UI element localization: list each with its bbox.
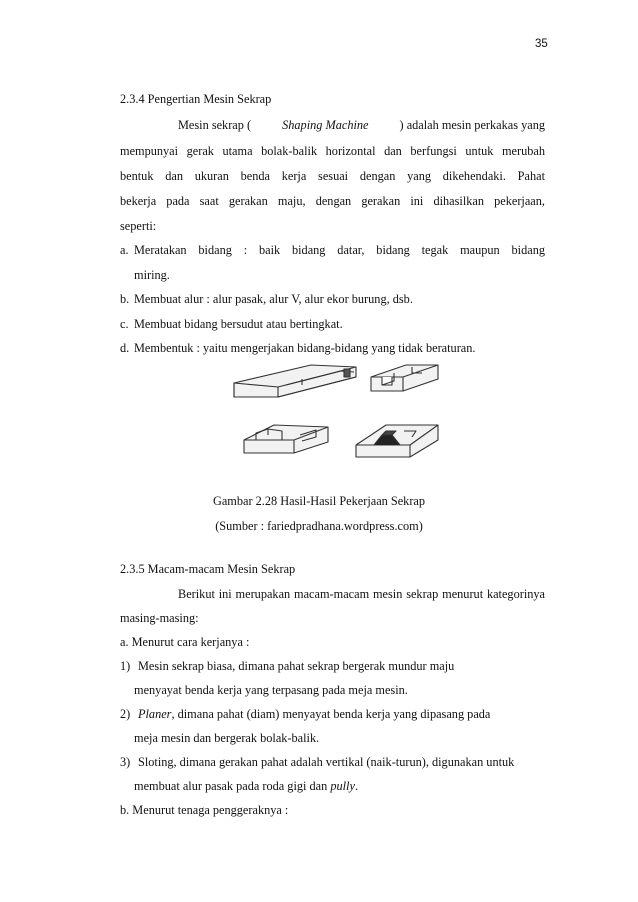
num-item-1-label: 1) (120, 659, 131, 673)
page-number: 35 (535, 38, 548, 50)
section2-para-line-2: masing-masing: (120, 611, 199, 625)
figure-shaping-results (216, 345, 446, 470)
paragraph-line-5: seperti: (120, 219, 157, 233)
num-item-3-cont-italic: pully (330, 779, 355, 793)
section-heading-2-3-5: 2.3.5 Macam-macam Mesin Sekrap (120, 562, 296, 576)
num-item-2-italic: Planer (138, 707, 172, 721)
list-item-c-text: Membuat bidang bersudut atau bertingkat. (134, 317, 343, 331)
paragraph-line-2: mempunyai gerak utama bolak-balik horizontal dan berfungsi untuk merubah (120, 144, 545, 158)
num-item-2-line (138, 707, 490, 722)
list-item-a-text: Meratakan bidang : baik bidang datar, bidang tegak maupun bidang (134, 243, 545, 257)
num-item-3-cont-a: membuat alur pasak pada roda gigi dan (134, 779, 331, 793)
figure-caption: Gambar 2.28 Hasil-Hasil Pekerjaan Sekrap (212, 494, 426, 508)
num-item-2-text: , dimana pahat (diam) menyayat benda kerja yang dipasang pada (171, 707, 491, 721)
figure-source: (Sumber : fariedpradhana.wordpress.com) (215, 519, 423, 533)
num-item-1-cont: menyayat benda kerja yang terpasang pada meja mesin. (134, 683, 408, 697)
num-item-3-label: 3) (120, 755, 131, 769)
num-item-2-cont: meja mesin dan bergerak bolak-balik. (134, 731, 320, 745)
list-item-c-label: c. (120, 317, 129, 331)
section-heading-2-3-4: 2.3.4 Pengertian Mesin Sekrap (120, 92, 272, 106)
workpiece-stepped-plate (234, 365, 356, 397)
num-item-3-text: Sloting, dimana gerakan pahat adalah vertikal (naik-turun), digunakan untuk (138, 755, 515, 769)
para-line1-italic: Shaping Machine (282, 118, 369, 132)
para-line1-part-b: ) adalah mesin perkakas yang (399, 118, 545, 132)
list-item-b-label: b. (120, 292, 130, 306)
section2-para-line-1: Berikut ini merupakan macam-macam mesin sekrap menurut kategorinya (178, 587, 545, 601)
workpiece-stepped-block (244, 425, 328, 453)
workpiece-slotted-block (371, 365, 438, 391)
num-item-2-label: 2) (120, 707, 131, 721)
list-item-a-cont: miring. (134, 268, 170, 282)
list-item-a-label: a. (120, 243, 129, 257)
paragraph-line-1 (178, 118, 545, 133)
num-item-3-cont-b: . (354, 779, 359, 793)
list-item-d-label: d. (120, 341, 130, 355)
sub-heading-a: a. Menurut cara kerjanya : (120, 635, 250, 649)
num-item-3-cont (134, 779, 358, 794)
list-item-d-text: Membentuk : yaitu mengerjakan bidang-bidang yang tidak beraturan. (134, 341, 476, 355)
sub-heading-b: b. Menurut tenaga penggeraknya : (120, 803, 289, 817)
para-line1-part-a: Mesin sekrap ( (178, 118, 252, 132)
paragraph-line-4: bekerja pada saat gerakan maju, dengan gerakan ini dihasilkan pekerjaan, (120, 194, 545, 208)
list-item-b-text: Membuat alur : alur pasak, alur V, alur ekor burung, dsb. (134, 292, 413, 306)
paragraph-line-3: bentuk dan ukuran benda kerja sesuai dengan yang dikehendaki. Pahat (120, 169, 545, 183)
num-item-1-text: Mesin sekrap biasa, dimana pahat sekrap bergerak mundur maju (138, 659, 455, 673)
workpiece-dovetail-block (356, 425, 438, 457)
